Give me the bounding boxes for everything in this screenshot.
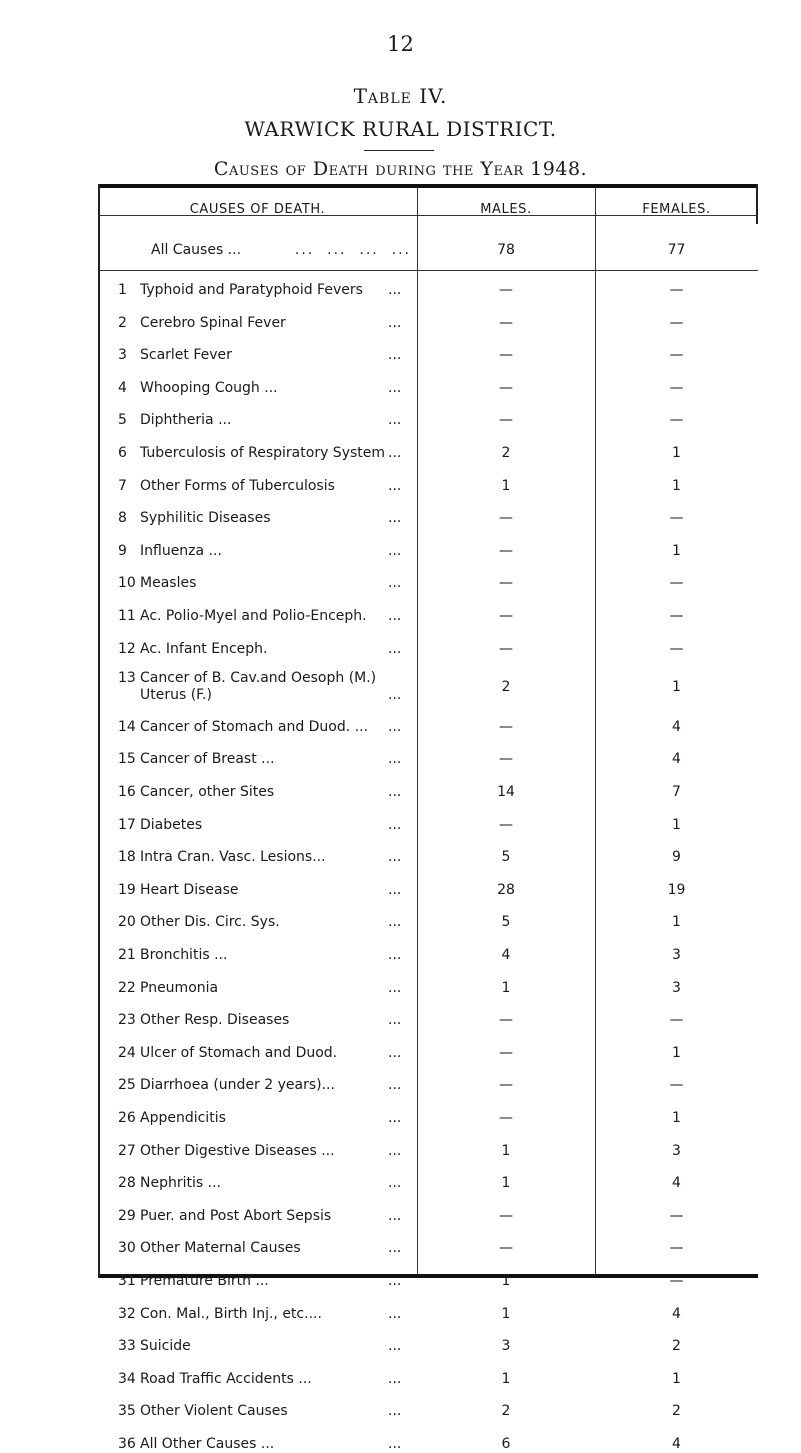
females-value-10: — [669,575,684,592]
cause-label-28 [118,1175,418,1192]
row-leader-dots: ... [388,1403,402,1420]
males-value-12: — [499,640,513,657]
cause-label-29 [118,1208,418,1225]
cause-number: 19 [118,881,136,898]
cause-text: Appendicitis [140,1110,226,1126]
row-leader-dots: ... [388,816,402,833]
females-value-12: — [669,640,684,657]
cause-text: Pneumonia [140,979,219,996]
cause-label-7 [118,478,418,495]
males-value-21: 4 [501,947,511,963]
cause-label-11 [118,608,418,625]
cause-number: 11 [118,608,136,624]
males-value-23: — [499,1012,513,1029]
cause-label-34 [118,1371,418,1388]
cause-text: Intra Cran. Vasc. Lesions... [140,849,326,866]
cause-number: 9 [118,542,127,559]
males-value-28: 1 [501,1175,511,1192]
cause-number: 23 [118,1012,136,1029]
cause-number: 30 [118,1240,136,1257]
females-value-2: — [669,314,684,331]
males-value-31: 1 [501,1273,511,1289]
females-value-32: 4 [672,1305,681,1322]
cause-text: Diarrhoea (under 2 years)... [140,1077,335,1094]
females-value-25: — [669,1077,684,1094]
cause-label-23 [118,1012,418,1029]
cause-text: Influenza ... [140,542,222,559]
cause-number: 6 [118,445,127,461]
males-value-35: 2 [501,1403,511,1420]
row-leader-dots: ... [388,849,402,866]
cause-number: 16 [118,784,136,800]
cause-text: Cancer of B. Cav.and Oesoph (M.) [140,670,377,687]
males-value-10: — [499,575,513,592]
cause-number: 24 [118,1044,136,1061]
row-leader-dots: ... [388,477,402,494]
cause-number: 18 [118,849,136,866]
females-value-34: 1 [672,1370,681,1387]
males-value-11: — [499,608,513,624]
cause-text: Diphtheria ... [140,412,232,429]
cause-number: 22 [118,979,136,996]
header-causes: CAUSES OF DEATH. [189,202,326,217]
males-value-32: 1 [501,1305,511,1322]
cause-text: Ulcer of Stomach and Duod. [140,1044,338,1061]
females-value-13: 1 [672,679,681,696]
cause-number: 3 [118,347,127,364]
females-value-21: 3 [672,947,681,963]
deaths-table [98,184,758,1452]
row-leader-dots: ... [388,1370,402,1387]
header-males: MALES. [480,202,532,217]
males-value-34: 1 [501,1370,511,1387]
males-value-14: — [499,718,513,735]
row-leader-dots: ... [388,1077,402,1094]
cause-label-27 [118,1143,418,1160]
row-leader-dots: ... [388,510,402,527]
row-leader-dots: ... [388,1175,402,1192]
row-leader-dots: ... [388,412,402,429]
females-value-31: — [669,1273,684,1289]
females-value-22: 3 [672,979,681,996]
cause-text: Typhoid and Paratyphoid Fevers [140,282,363,298]
females-value-20: 1 [672,914,681,931]
females-value-14: 4 [672,718,681,735]
row-leader-dots: ... [388,914,402,931]
cause-text: Puer. and Post Abort Sepsis [140,1207,332,1224]
cause-label-16 [118,784,418,801]
cause-number: 12 [118,640,136,657]
cause-label-15 [118,751,418,768]
females-value-27: 3 [672,1142,681,1159]
males-value-3: — [499,347,513,364]
cause-text: Heart Disease [140,881,239,898]
cause-label-22 [118,980,418,997]
females-value-24: 1 [672,1044,681,1061]
row-leader-dots: ... [388,1142,402,1159]
cause-number: 7 [118,477,127,494]
title-rule [364,150,434,151]
cause-text: Scarlet Fever [140,347,232,364]
header-females: FEMALES. [642,202,711,217]
females-value-16: 7 [672,784,681,800]
all-causes-leader: ... ... ... ... [294,242,411,258]
males-value-24: — [499,1044,513,1061]
row-leader-dots: ... [388,640,402,657]
cause-number: 5 [118,412,127,429]
row-leader-dots: ... [388,881,402,898]
row-leader-dots: ... [388,1207,402,1224]
males-value-18: 5 [501,849,511,866]
table-left-border [98,184,100,1278]
cause-number: 10 [118,575,136,592]
cause-number: 15 [118,751,136,768]
females-value-29: — [669,1207,684,1224]
cause-number: 35 [118,1403,136,1420]
cause-label-36 [118,1436,418,1453]
cause-text: Con. Mal., Birth Inj., etc.... [140,1305,322,1322]
cause-label-13 [118,670,418,704]
cause-label-20 [118,914,418,931]
row-leader-dots: ... [388,575,402,592]
males-value-8: — [499,510,513,527]
all-causes-rule [98,270,758,271]
cause-label-9 [118,543,418,560]
females-value-28: 4 [672,1175,681,1192]
cause-label-14 [118,719,418,736]
males-value-4: — [499,379,513,396]
females-value-26: 1 [672,1110,681,1126]
row-leader-dots: ... [388,347,402,364]
cause-text: Syphilitic Diseases [140,510,271,527]
table-top-border [98,184,758,188]
cause-text: Other Violent Causes [140,1403,288,1420]
cause-label-5 [118,412,418,429]
cause-label-32 [118,1306,418,1323]
males-value-36: 6 [501,1436,511,1452]
cause-number: 33 [118,1338,136,1355]
cause-text: Other Digestive Diseases ... [140,1142,335,1159]
males-value-29: — [499,1207,513,1224]
row-leader-dots: ... [388,784,402,800]
cause-number: 32 [118,1305,136,1322]
females-value-5: — [669,412,684,429]
row-leader-dots: ... [388,445,402,461]
females-value-18: 9 [672,849,681,866]
females-value-3: — [669,347,684,364]
row-leader-dots: ... [388,1240,402,1257]
males-value-25: — [499,1077,513,1094]
cause-text: Tuberculosis of Respiratory System [140,445,386,461]
cause-text: Cancer, other Sites [140,784,275,800]
males-value-22: 1 [501,979,511,996]
cause-number: 34 [118,1370,136,1387]
cause-text: Diabetes [140,816,203,833]
row-leader-dots: ... [388,1338,402,1355]
males-value-27: 1 [501,1142,511,1159]
row-leader-dots: ... [388,379,402,396]
cause-label-4 [118,380,418,397]
females-value-4: — [669,379,684,396]
cause-text: Bronchitis ... [140,947,228,963]
cause-number: 13 [118,670,136,687]
cause-number: 8 [118,510,127,527]
females-value-7: 1 [672,477,681,494]
cause-label-17 [118,817,418,834]
table-subtitle: Causes of Death during the Year 1948. [213,158,588,180]
males-value-19: 28 [497,881,515,898]
all-causes-label: All Causes ... [151,242,242,258]
males-value-33: 3 [501,1338,511,1355]
row-leader-dots: ... [388,1110,402,1126]
row-leader-dots: ... [388,687,402,704]
cause-number: 17 [118,816,136,833]
females-value-8: — [669,510,684,527]
cause-text: Other Maternal Causes [140,1240,301,1257]
row-leader-dots: ... [388,1012,402,1029]
row-leader-dots: ... [388,314,402,331]
row-leader-dots: ... [388,282,402,298]
cause-text: Nephritis ... [140,1175,221,1192]
cause-label-26 [118,1110,418,1127]
females-value-1: — [669,282,684,298]
all-causes-females: 77 [667,242,686,258]
all-causes-males: 78 [497,242,515,258]
cause-text-continued: Uterus (F.) [140,687,212,704]
cause-text: Other Dis. Circ. Sys. [140,914,280,931]
cause-text: Ac. Polio-Myel and Polio-Enceph. [140,608,367,624]
females-value-33: 2 [672,1338,681,1355]
cause-label-30 [118,1240,418,1257]
males-value-1: — [499,282,513,298]
females-value-11: — [669,608,684,624]
cause-number: 27 [118,1142,136,1159]
page-number: 12 [387,32,414,56]
row-leader-dots: ... [388,1044,402,1061]
cause-number: 21 [118,947,136,963]
cause-text: All Other Causes ... [140,1436,275,1452]
females-value-35: 2 [672,1403,681,1420]
males-value-13: 2 [501,679,511,696]
cause-label-12 [118,641,418,658]
cause-text: Premature Birth ... [140,1273,269,1289]
cause-number: 4 [118,379,127,396]
females-value-17: 1 [672,816,681,833]
males-value-7: 1 [501,477,511,494]
cause-number: 2 [118,314,127,331]
cause-label-24 [118,1045,418,1062]
males-value-6: 2 [501,445,511,461]
females-value-9: 1 [672,542,681,559]
cause-text: Cancer of Stomach and Duod. ... [140,718,369,735]
cause-text: Ac. Infant Enceph. [140,640,268,657]
males-value-2: — [499,314,513,331]
cause-text: Other Resp. Diseases [140,1012,290,1029]
males-value-15: — [499,751,513,768]
females-value-36: 4 [672,1436,681,1452]
cause-text: Suicide [140,1338,191,1355]
cause-text: Cerebro Spinal Fever [140,314,286,331]
row-leader-dots: ... [388,718,402,735]
row-leader-dots: ... [388,542,402,559]
cause-number: 20 [118,914,136,931]
males-value-30: — [499,1240,513,1257]
cause-number: 25 [118,1077,136,1094]
table-title: Table IV. [353,84,448,108]
females-value-30: — [669,1240,684,1257]
row-leader-dots: ... [388,608,402,624]
females-value-15: 4 [672,751,681,768]
cause-label-33 [118,1338,418,1355]
cause-number: 14 [118,718,136,735]
males-value-17: — [499,816,513,833]
females-value-19: 19 [667,881,686,898]
cause-number: 26 [118,1110,136,1126]
cause-label-10 [118,575,418,592]
row-leader-dots: ... [388,947,402,963]
cause-label-6 [118,445,418,462]
cause-number: 31 [118,1273,136,1289]
cause-number: 1 [118,282,127,298]
cause-number: 36 [118,1436,136,1452]
females-value-6: 1 [672,445,681,461]
cause-label-19 [118,882,418,899]
cause-label-31 [118,1273,418,1290]
males-value-5: — [499,412,513,429]
females-value-23: — [669,1012,684,1029]
cause-text: Road Traffic Accidents ... [140,1370,312,1387]
cause-text: Measles [140,575,197,592]
row-leader-dots: ... [388,1305,402,1322]
cause-text: Whooping Cough ... [140,379,278,396]
row-leader-dots: ... [388,751,402,768]
cause-text: Other Forms of Tuberculosis [140,477,335,494]
district-title: WARWICK RURAL DISTRICT. [244,117,557,141]
row-leader-dots: ... [388,1273,402,1289]
cause-label-2 [118,315,418,332]
cause-label-21 [118,947,418,964]
cause-label-18 [118,849,418,866]
cause-label-8 [118,510,418,527]
cause-label-25 [118,1077,418,1094]
row-leader-dots: ... [388,979,402,996]
males-value-16: 14 [497,784,515,800]
cause-number: 28 [118,1175,136,1192]
cause-label-35 [118,1403,418,1420]
males-value-26: — [499,1110,513,1126]
males-value-9: — [499,542,513,559]
cause-number: 29 [118,1207,136,1224]
cause-label-1 [118,282,418,299]
row-leader-dots: ... [388,1436,402,1452]
cause-label-3 [118,347,418,364]
cause-text: Cancer of Breast ... [140,751,275,768]
males-value-20: 5 [501,914,511,931]
